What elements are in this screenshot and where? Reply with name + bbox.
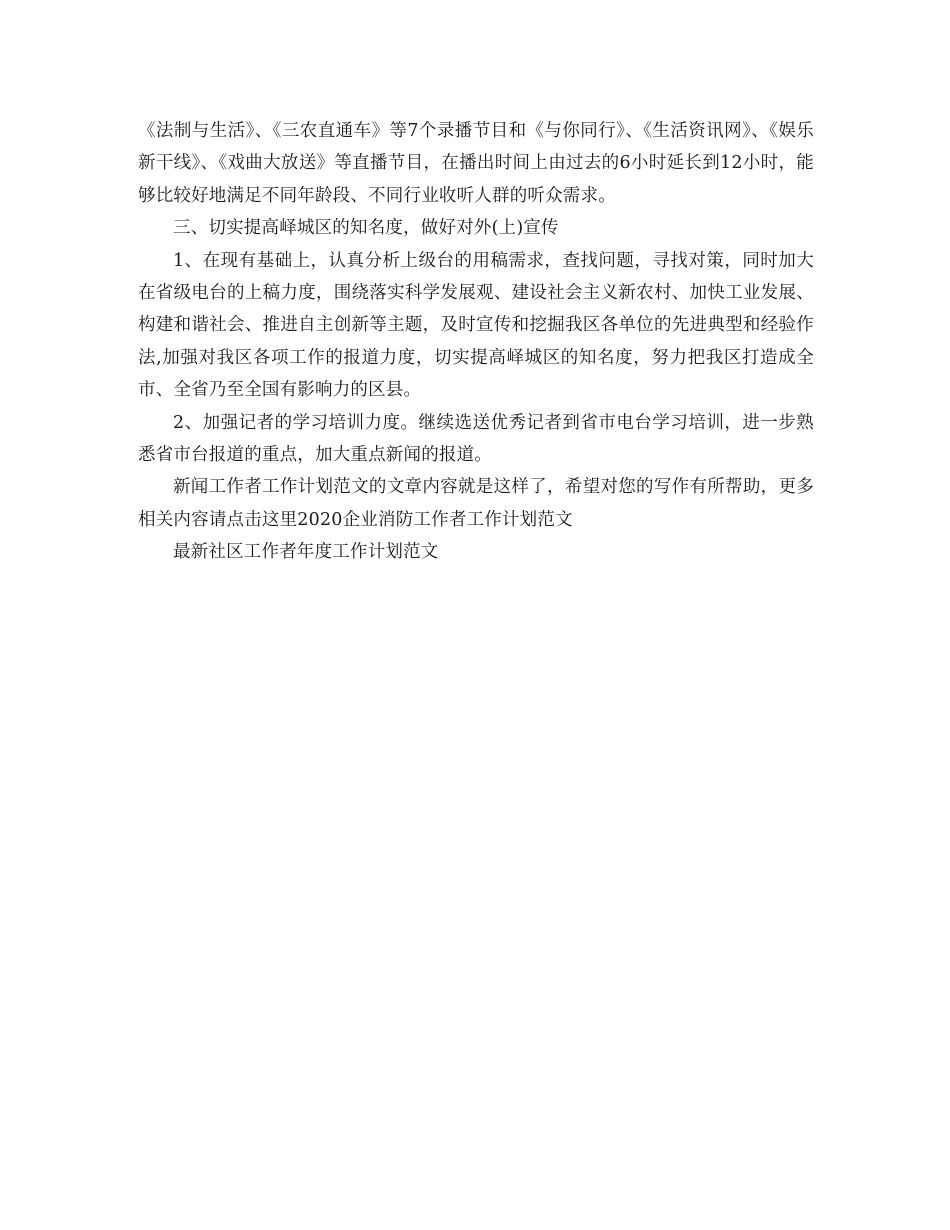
paragraph-programs: 《法制与生活》、《三农直通车》等7个录播节目和《与你同行》、《生活资讯网》、《娱乐新干线》、《戏曲大放送》等直播节目，在播出时间上由过去的6小时延长到12小时，能够比较好地满足不同年龄段、不同行业收听人群的听众需求。 bbox=[138, 121, 814, 206]
paragraph-closing: 新闻工作者工作计划范文的文章内容就是这样了，希望对您的写作有所帮助，更多相关内容请点击这里2020企业消防工作者工作计划范文 bbox=[138, 477, 814, 530]
related-article-link: 最新社区工作者年度工作计划范文 bbox=[173, 542, 439, 563]
paragraph-item-1: 1、在现有基础上，认真分析上级台的用稿需求，查找问题，寻找对策，同时加大在省级电台的上稿力度，围绕落实科学发展观、建设社会主义新农村、加快工业发展、构建和谐社会、推进自主创新等主题，及时宣传和挖掘我区各单位的先进典型和经验作法,加强对我区各项工作的报道力度，切实提高峄城区的知名度，努力把我区打造成全市、全省乃至全国有影响力的区县。 bbox=[138, 250, 814, 401]
document-body bbox=[138, 115, 814, 569]
paragraph-item-2: 2、加强记者的学习培训力度。继续选送优秀记者到省市电台学习培训，进一步熟悉省市台报道的重点，加大重点新闻的报道。 bbox=[138, 412, 814, 466]
section-heading-3: 三、切实提高峄城区的知名度，做好对外(上)宣传 bbox=[173, 218, 559, 239]
